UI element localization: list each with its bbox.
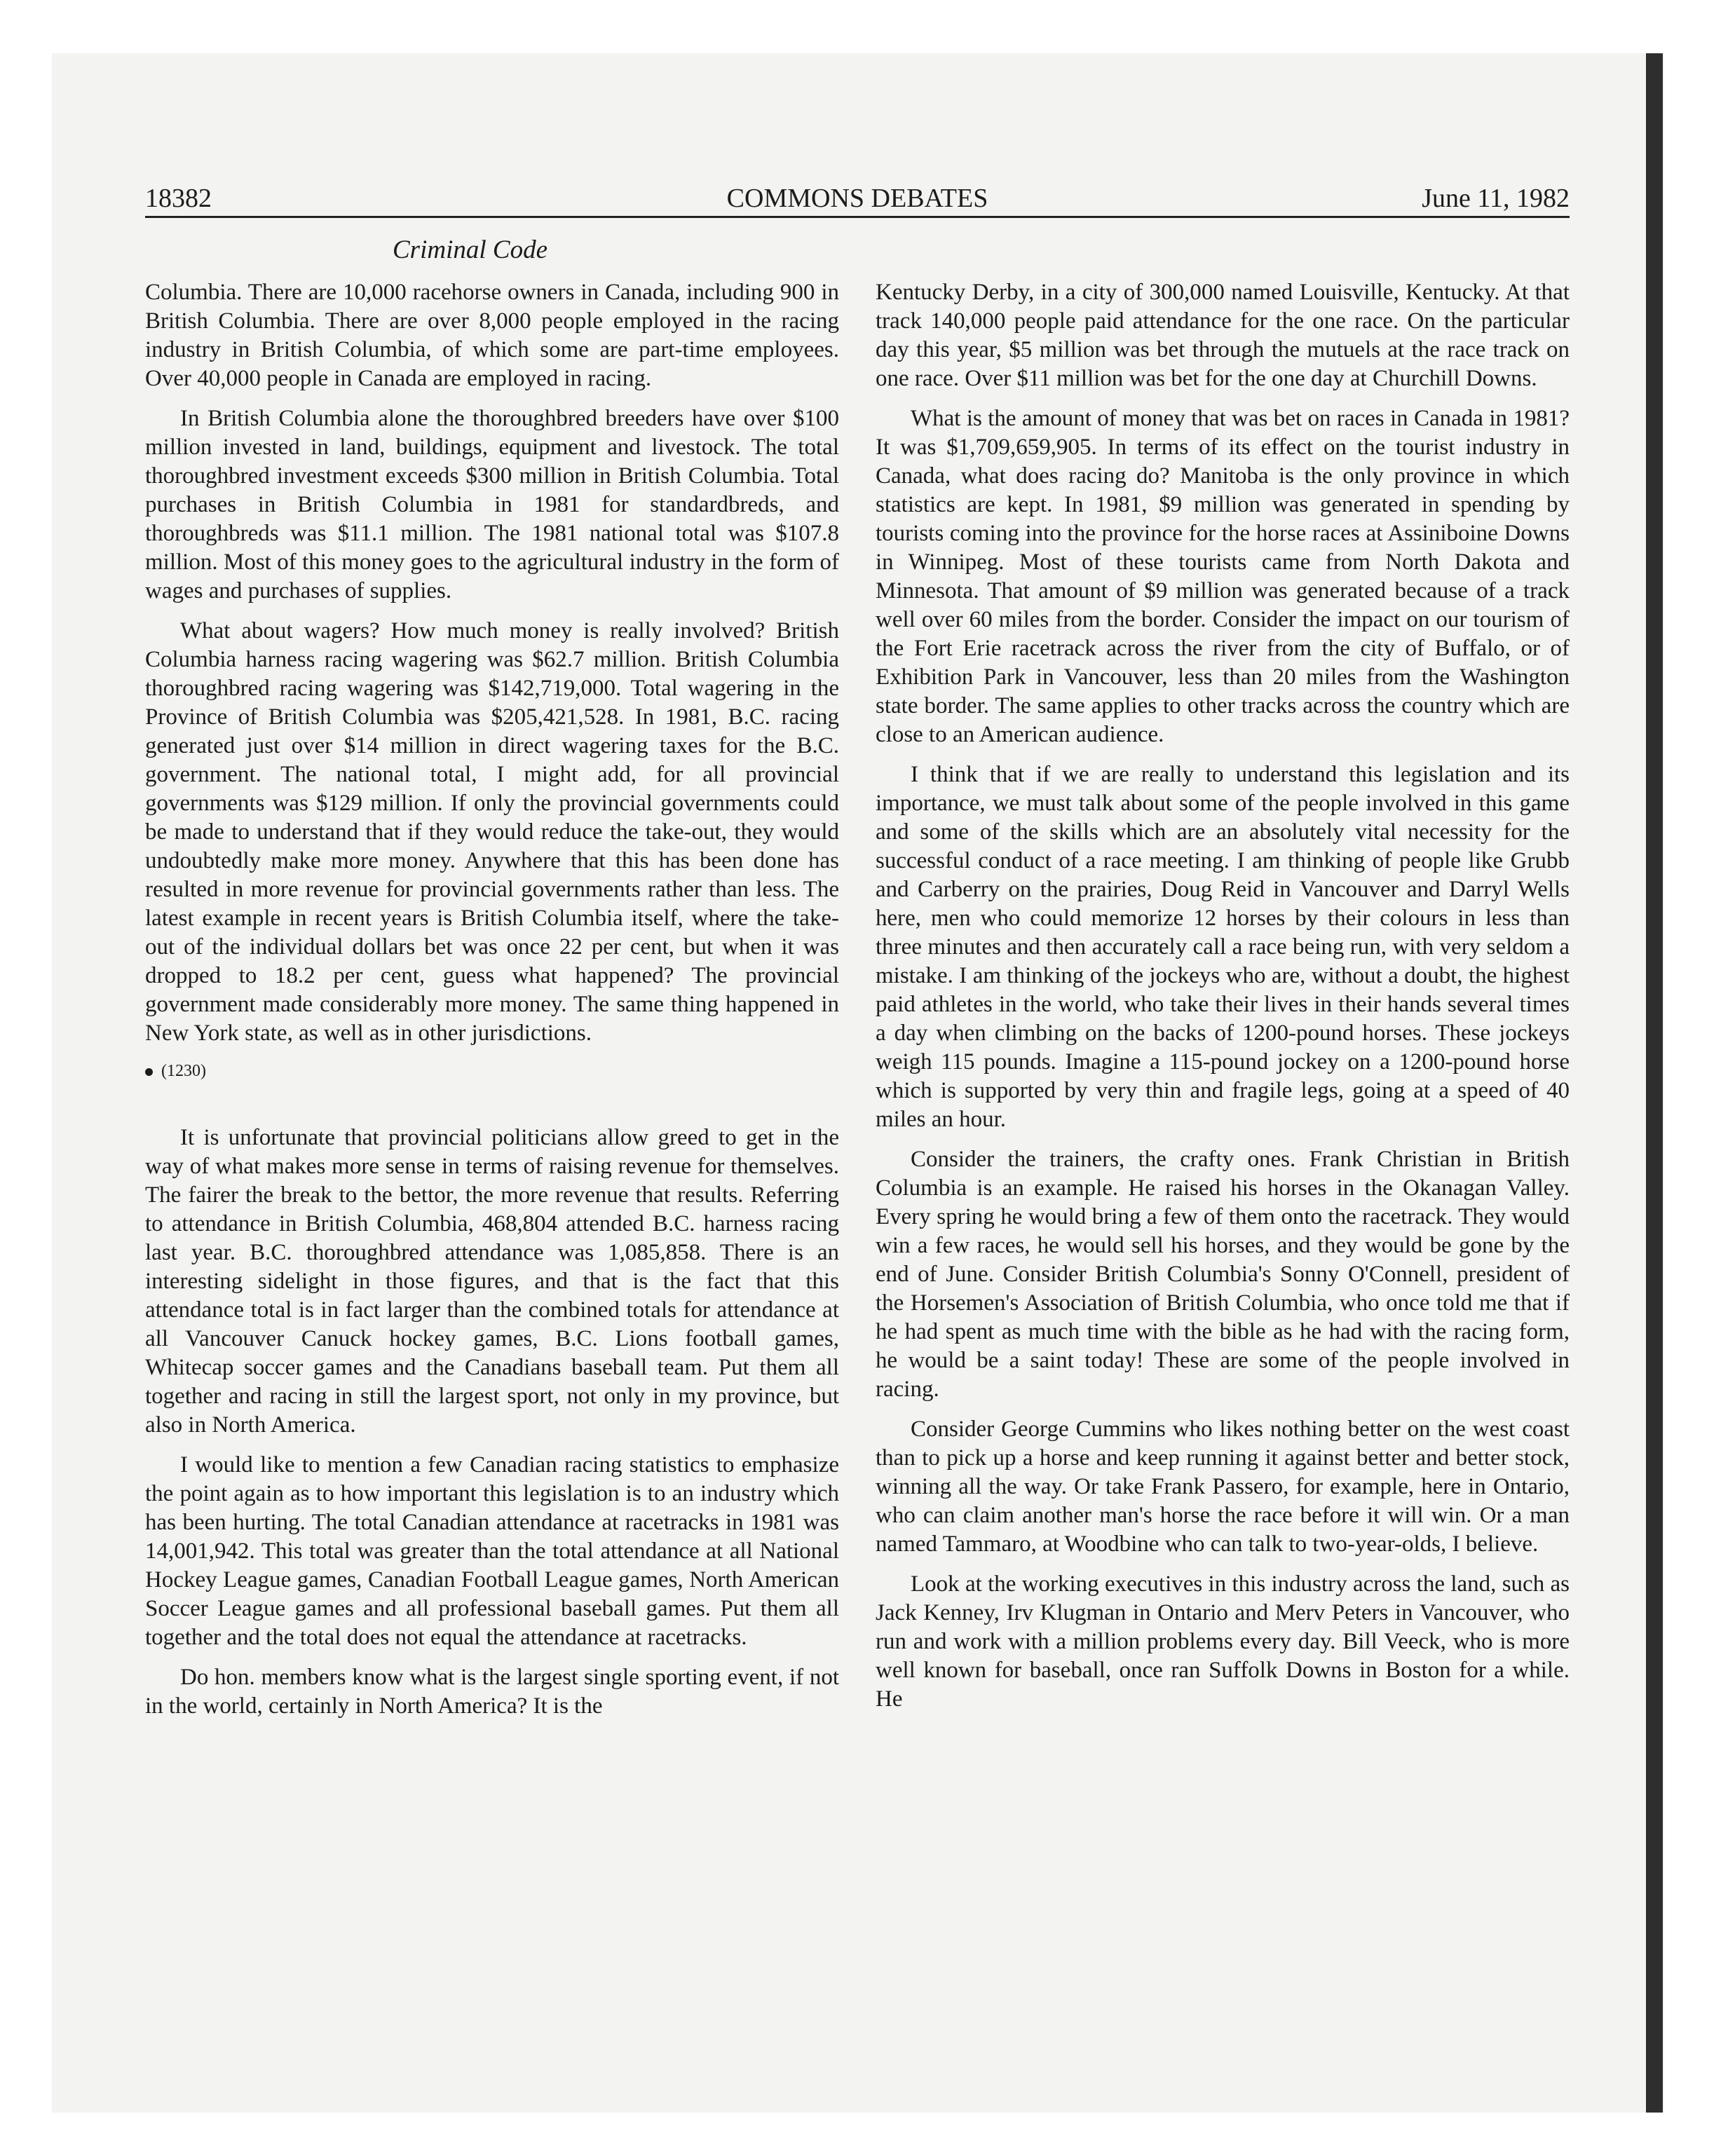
paragraph: Consider the trainers, the crafty ones. Frank Christian in British Columbia is an example. He raised his horses in the Okanagan Valley. Every spring he would bring a few of them onto the racetrack. They would win a few races, he would sell his horses, and they would be gone by the end of June. Consider British Columbia's Sonny O'Connell, president of the Horsemen's Association of British Columbia, who once told me that if he had spent as much time with the bible as he had with the racing form, he would be a saint today! These are some of the people involved in racing. [876,1147,1570,1402]
page-number: 18382 [145,184,212,213]
left-column [145,278,839,1732]
paragraph: In British Columbia alone the thoroughbred breeders have over $100 million invested in land, buildings, equipment and livestock. The total thoroughbred investment exceeds $300 million in British Columbia. Total purchases in British Columbia in 1981 for standardbreds, and thoroughbreds was $11.1 million. The 1981 national total was $107.8 million. Most of this money goes to the agricultural industry in the form of wages and purchases of supplies. [145,406,839,603]
time-marker [145,1060,839,1082]
time-marker-label: (1230) [161,1062,206,1080]
bullet-icon [145,1068,153,1076]
publication-title: COMMONS DEBATES [726,184,988,213]
running-header [145,181,1570,216]
header-rule [145,216,1570,218]
paragraph: Do hon. members know what is the largest single sporting event, if not in the world, certainly in North America? It is the [145,1665,839,1719]
publication-date: June 11, 1982 [1422,184,1570,213]
paragraph: I think that if we are really to understand this legislation and its importance, we must talk about some of the people involved in this game and some of the skills which are an absolutely vital necessity for the successful conduct of a race meeting. I am thinking of people like Grubb and Carberry on the prairies, Doug Reid in Vancouver and Darryl Wells here, men who could memorize 12 horses by their colours in less than three minutes and then accurately call a race being run, with very seldom a mistake. I am thinking of the jockeys who are, without a doubt, the highest paid athletes in the world, who take their lives in their hands several times a day when climbing on the backs of 1200-pound horses. These jockeys weigh 115 pounds. Imagine a 115-pound jockey on a 1200-pound horse which is supported by very thin and fragile legs, going at a speed of 40 miles an hour. [876,762,1570,1132]
section-title: Criminal Code [393,236,547,264]
paragraph: Look at the working executives in this industry across the land, such as Jack Kenney, Irv Klugman in Ontario and Merv Peters in Vancouver, who run and work with a million problems every day. Bill Veeck, who is more well known for baseball, once ran Suffolk Downs in Boston for a while. He [876,1571,1570,1712]
paragraph: I would like to mention a few Canadian racing statistics to emphasize the point again as to how important this legislation is to an industry which has been hurting. The total Canadian attendance at racetracks in 1981 was 14,001,942. This total was greater than the total attendance at all National Hockey League games, Canadian Football League games, North American Soccer League games and all professional baseball games. Put them all together and the total does not equal the attendance at racetracks. [145,1452,839,1650]
paragraph: What is the amount of money that was bet on races in Canada in 1981? It was $1,709,659,905. In terms of its effect on the tourist industry in Canada, what does racing do? Manitoba is the only province in which statistics are kept. In 1981, $9 million was generated in spending by tourists coming into the province for the horse races at Assiniboine Downs in Winnipeg. Most of these tourists came from North Dakota and Minnesota. That amount of $9 million was generated because of a track well over 60 miles from the border. Consider the impact on our tourism of the Fort Erie racetrack across the river from the city of Buffalo, or of Exhibition Park in Vancouver, less than 20 miles from the Washington state border. The same applies to other tracks across the country which are close to an American audience. [876,406,1570,747]
paragraph: Consider George Cummins who likes nothing better on the west coast than to pick up a horse and keep running it against better and better stock, winning all the way. Or take Frank Passero, for example, here in Ontario, who can claim another man's horse the race before it will win. Or a man named Tammaro, at Woodbine who can talk to two-year-olds, I believe. [876,1417,1570,1557]
paragraph: It is unfortunate that provincial politicians allow greed to get in the way of what makes more sense in terms of raising revenue for themselves. The fairer the break to the bettor, the more revenue that results. Referring to attendance in British Columbia, 468,804 attended B.C. harness racing last year. B.C. thoroughbred attendance was 1,085,858. There is an interesting sidelight in those figures, and that is the fact that this attendance total is in fact larger than the combined totals for attendance at all Vancouver Canuck hockey games, B.C. Lions football games, Whitecap soccer games and the Canadians baseball team. Put them all together and racing in still the largest sport, not only in my province, but also in North America. [145,1125,839,1438]
scan-edge-bar [1646,53,1663,2113]
paragraph: Columbia. There are 10,000 racehorse owners in Canada, including 900 in British Columbia. There are over 8,000 people employed in the racing industry in British Columbia, of which some are part-time employees. Over 40,000 people in Canada are employed in racing. [145,280,839,391]
right-column [876,278,1570,1725]
paragraph: What about wagers? How much money is really involved? British Columbia harness racing wagering was $62.7 million. British Columbia thoroughbred racing wagering was $142,719,000. Total wagering in the Province of British Columbia was $205,421,528. In 1981, B.C. racing generated just over $14 million in direct wagering taxes for the B.C. government. The national total, I might add, for all provincial governments was $129 million. If only the provincial governments could be made to understand that if they would reduce the take-out, they would undoubtedly make more money. Anywhere that this has been done has resulted in more revenue for provincial governments rather than less. The latest example in recent years is British Columbia itself, where the take-out of the individual dollars bet was once 22 per cent, but when it was dropped to 18.2 per cent, guess what happened? The provincial government made considerably more money. The same thing happened in New York state, as well as in other jurisdictions. [145,618,839,1046]
paragraph: Kentucky Derby, in a city of 300,000 named Louisville, Kentucky. At that track 140,000 people paid attendance for the one race. On the particular day this year, $5 million was bet through the mutuels at the race track on one race. Over $11 million was bet for the one day at Churchill Downs. [876,280,1570,391]
